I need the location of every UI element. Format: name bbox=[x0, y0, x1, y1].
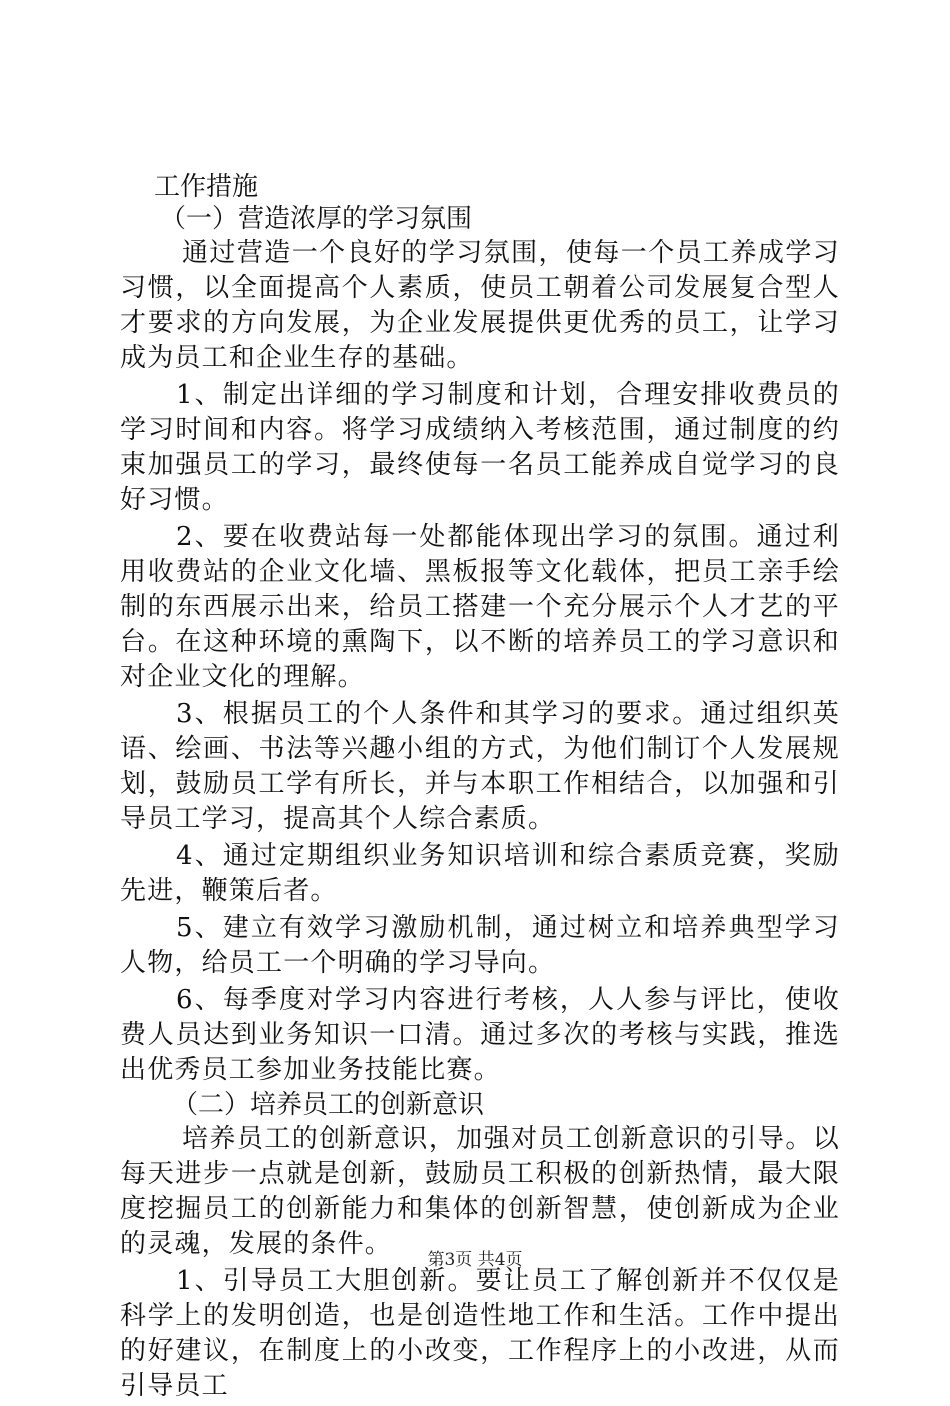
section-title: 工作措施 bbox=[154, 172, 259, 202]
subsection-1-item-2: 2、要在收费站每一处都能体现出学习的氛围。通过利用收费站的企业文化墙、黑板报等文化载体，把员工亲手绘制的东西展示出来，给员工搭建一个充分展示个人才艺的平台。在这种环境的熏陶下，以不断的培养员工的学习意识和对企业文化的理解。 bbox=[120, 522, 840, 692]
subsection-2-title: （二）培养员工的创新意识 bbox=[172, 1090, 485, 1120]
document-body bbox=[120, 172, 840, 1406]
subsection-1-item-4: 4、通过定期组织业务知识培训和综合素质竞赛，奖励先进，鞭策后者。 bbox=[120, 841, 840, 906]
subsection-2-item-1: 1、引导员工大胆创新。要让员工了解创新并不仅仅是科学上的发明创造，也是创造性地工作和生活。工作中提出的好建议，在制度上的小改变，工作程序上的小改进，从而引导员工 bbox=[120, 1266, 840, 1401]
subsection-2-intro: 培养员工的创新意识，加强对员工创新意识的引导。以每天进步一点就是创新，鼓励员工积极的创新热情，最大限度挖掘员工的创新能力和集体的创新智慧，使创新成为企业的灵魂，发展的条件。 bbox=[120, 1124, 840, 1259]
subsection-1-item-6: 6、每季度对学习内容进行考核，人人参与评比，使收费人员达到业务知识一口清。通过多次的考核与实践，推选出优秀员工参加业务技能比赛。 bbox=[120, 985, 840, 1085]
subsection-1-item-3: 3、根据员工的个人条件和其学习的要求。通过组织英语、绘画、书法等兴趣小组的方式，为他们制订个人发展规划，鼓励员工学有所长，并与本职工作相结合，以加强和引导员工学习，提高其个人综合素质。 bbox=[120, 699, 840, 834]
subsection-1-intro: 通过营造一个良好的学习氛围，使每一个员工养成学习习惯，以全面提高个人素质，使员工朝着公司发展复合型人才要求的方向发展，为企业发展提供更优秀的员工，让学习成为员工和企业生存的基础。 bbox=[120, 238, 840, 373]
subsection-1-title: （一）营造浓厚的学习氛围 bbox=[160, 204, 473, 234]
subsection-1-item-1: 1、制定出详细的学习制度和计划，合理安排收费员的学习时间和内容。将学习成绩纳入考核范围，通过制度的约束加强员工的学习，最终使每一名员工能养成自觉学习的良好习惯。 bbox=[120, 380, 840, 515]
subsection-1-item-5: 5、建立有效学习激励机制，通过树立和培养典型学习人物，给员工一个明确的学习导向。 bbox=[120, 913, 840, 978]
page-footer: 第3页 共4页 bbox=[427, 1250, 523, 1270]
